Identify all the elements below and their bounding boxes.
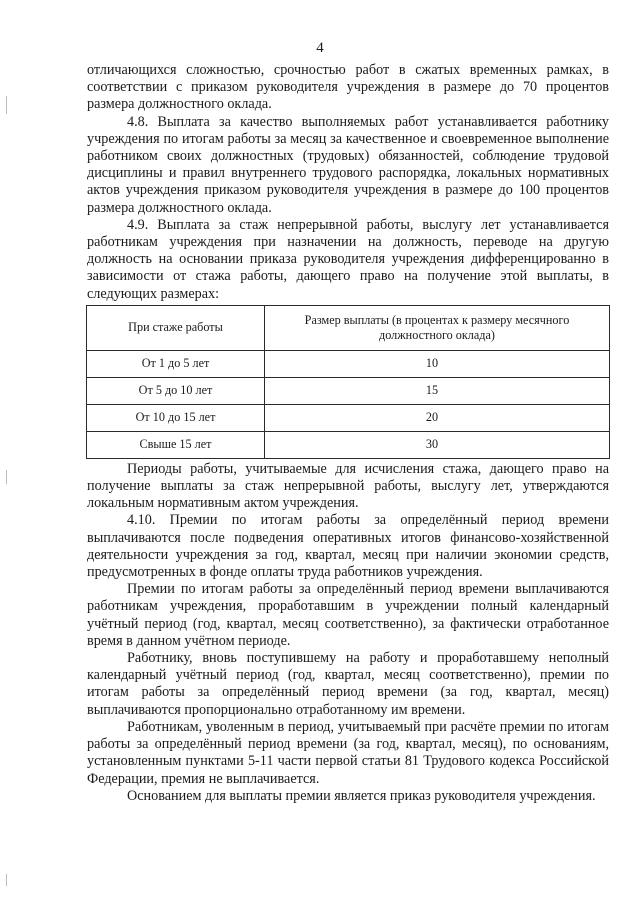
- paragraph-bonus-new-employee: Работнику, вновь поступившему на работу и проработавшему неполный календарный учётный период (год, квартал, месяц соответственно), премии по итогам работы за определённый период времени (за год, квартал, месяц) выплачиваются пропорционально отработанному им времени.: [87, 650, 609, 718]
- table-cell-seniority: От 1 до 5 лет: [87, 350, 265, 377]
- paragraph-4-10: 4.10. Премии по итогам работы за определённый период времени выплачиваются после подведения оперативных итогов финансово-хозяйственной деятельности учреждения за год, квартал, месяц при наличии экономии средств, предусмотренных в фонде оплаты труда работников учреждения.: [87, 512, 609, 581]
- table-header-row: [87, 305, 610, 350]
- paragraph-bonus-dismissed: Работникам, уволенным в период, учитываемый при расчёте премии по итогам работы за определённый период времени (за год, квартал, месяц), по основаниям, установленным пунктами 5-11 части первой статьи 81 Трудового кодекса Российской Федерации, премия не выплачивается.: [87, 718, 609, 787]
- table-header-payment-size: Размер выплаты (в процентах к размеру месячного должностного оклада): [265, 305, 610, 350]
- paragraph-bonus-basis: Основанием для выплаты премии является приказ руководителя учреждения.: [127, 787, 596, 804]
- paragraph-bonus-full-period: Премии по итогам работы за определённый период времени выплачиваются работникам учреждения, проработавшим в учреждении полный календарный учётный период (год, квартал, месяц соответственно), за фактически отработанное время в данном учётном периоде.: [87, 581, 609, 649]
- table-cell-seniority: Свыше 15 лет: [87, 431, 265, 458]
- paragraph-4-8: 4.8. Выплата за качество выполняемых работ устанавливается работнику учреждения по итогам работы за месяц за качественное и своевременное выполнение работником своих должностных (трудовых) обязанностей, соблюдение трудовой дисциплины и правил внутреннего трудового распорядка, локальных нормативных актов учреждения приказом руководителя учреждения в размере до 100 процентов размера должностного оклада.: [87, 113, 609, 216]
- scan-artifact: [6, 470, 7, 484]
- scan-artifact: [6, 96, 7, 114]
- paragraph-4-9: 4.9. Выплата за стаж непрерывной работы, выслугу лет устанавливается работникам учреждения при назначении на должность, переводе на другую должность на основании приказа руководителя учреждения дифференцированно в зависимости от стажа работы, дающего право на получение этой выплаты, в следующих размерах:: [87, 216, 609, 302]
- table-row: [87, 377, 610, 404]
- table-cell-percent: 30: [265, 431, 610, 458]
- table-cell-percent: 15: [265, 377, 610, 404]
- table-row: [87, 431, 610, 458]
- table-cell-seniority: От 10 до 15 лет: [87, 404, 265, 431]
- table-header-seniority: При стаже работы: [87, 305, 265, 350]
- paragraph-periods: Периоды работы, учитываемые для исчисления стажа, дающего право на получение выплаты за стаж непрерывной работы, выслугу лет, утверждаются локальным нормативным актом учреждения.: [87, 460, 609, 512]
- table-cell-seniority: От 5 до 10 лет: [87, 377, 265, 404]
- scan-artifact: [6, 874, 7, 886]
- seniority-pay-table: [86, 305, 610, 459]
- page-number: 4: [316, 40, 324, 56]
- table-row: [87, 350, 610, 377]
- document-body: [87, 62, 609, 805]
- paragraph-continuation: отличающихся сложностью, срочностью работ в сжатых временных рамках, в соответствии с приказом руководителя учреждения в размере до 70 процентов размера должностного оклада.: [87, 62, 609, 113]
- table-cell-percent: 20: [265, 404, 610, 431]
- table-row: [87, 404, 610, 431]
- table-cell-percent: 10: [265, 350, 610, 377]
